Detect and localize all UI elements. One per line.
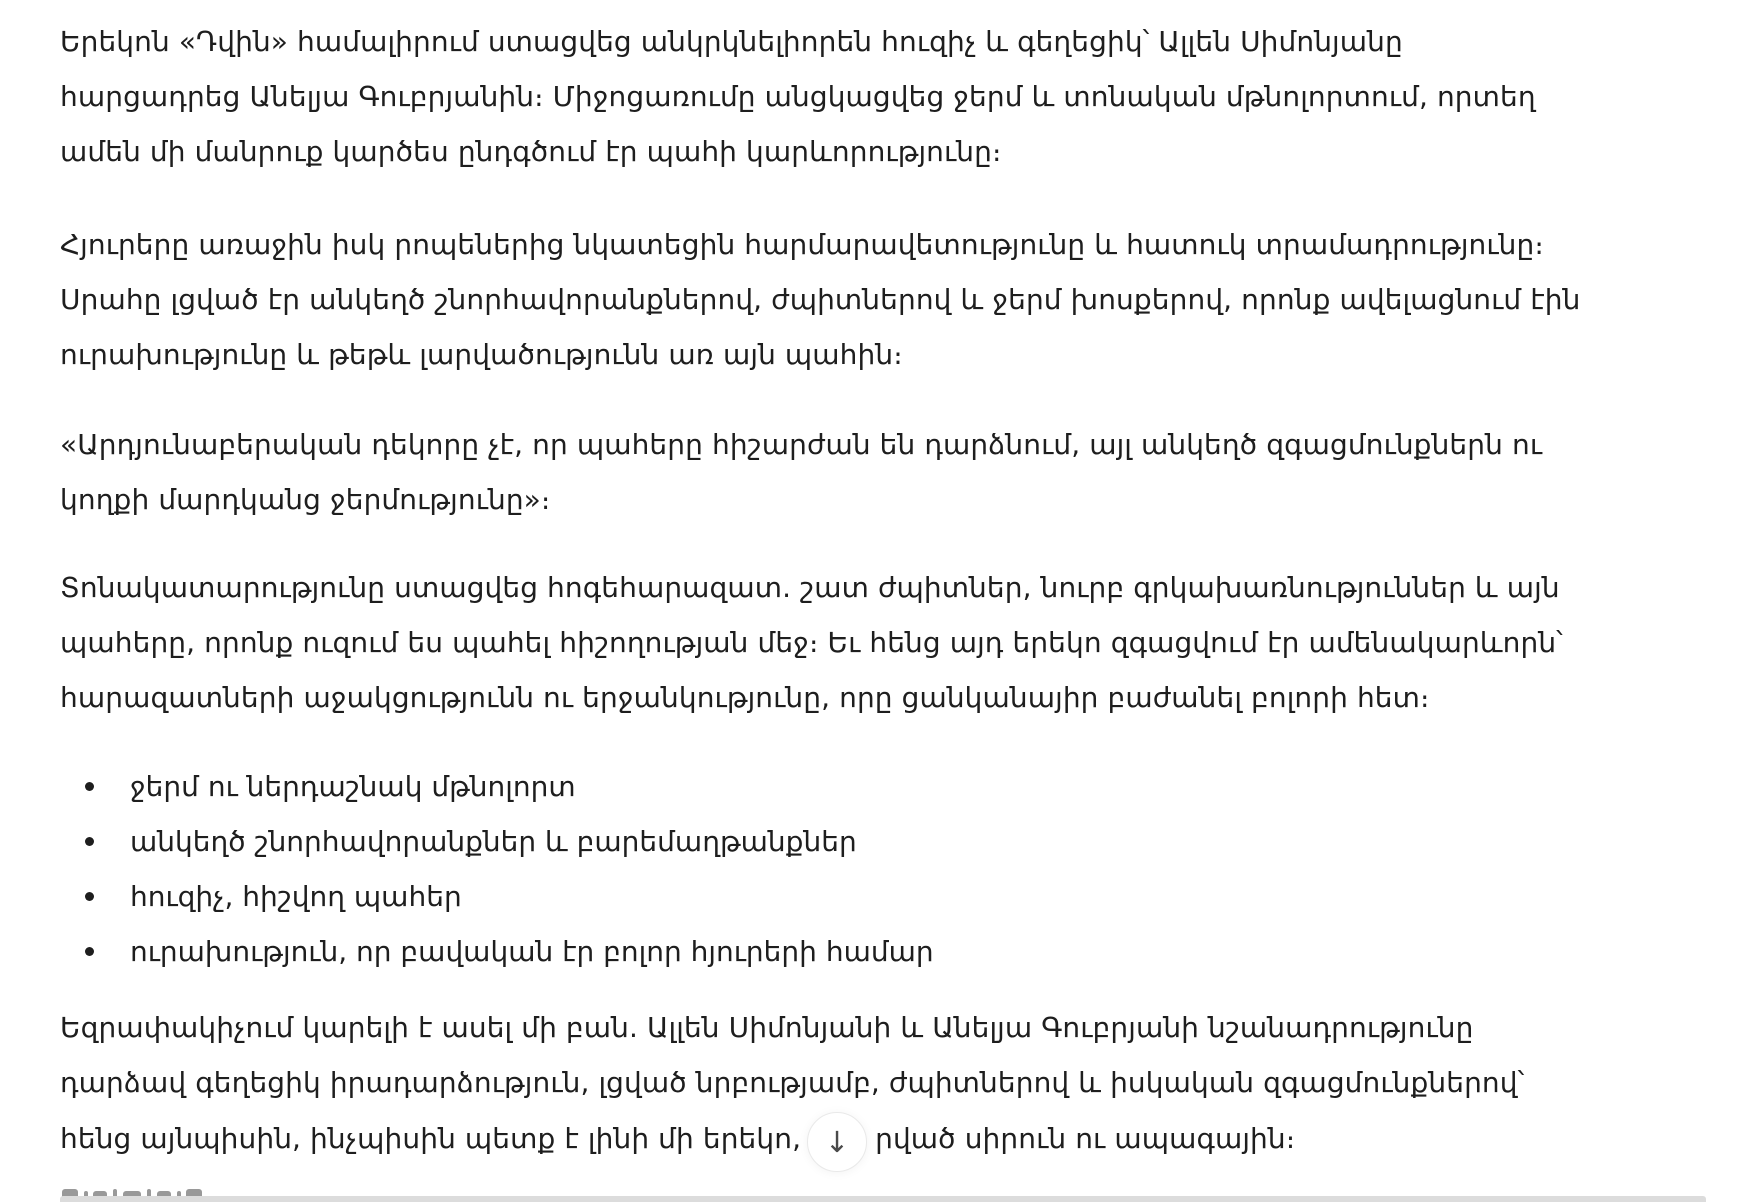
paragraph-guests <box>60 217 1580 382</box>
paragraph-celebration <box>60 560 1563 725</box>
text-segment: րված սիրուն ու ապագային։ <box>875 1122 1296 1155</box>
paragraph-quote <box>60 417 1542 527</box>
paragraph-closing <box>60 1000 1524 1170</box>
text-segment: հենց այնպիսին, ինչպիսին պետք է լինի մի երեկո, <box>60 1122 802 1155</box>
text-line: Տոնակատարությունը ստացվեց հոգեհարազատ. շատ ժպիտներ, նուրբ գրկախառնություններ և այն <box>60 571 1560 604</box>
text-line: Եզրափակիչում կարելի է ասել մի բան. Ալլեն Սիմոնյանի և Անելյա Գուբրյանի նշանադրությունը <box>60 1011 1474 1044</box>
list-item: հուզիչ, հիշվող պահեր <box>60 869 934 924</box>
bullet-list <box>60 759 934 979</box>
text-line: «Արդյունաբերական դեկորը չէ, որ պահերը հիշարժան են դարձնում, այլ անկեղծ զգացմունքներն ու <box>60 428 1543 461</box>
list-item: ուրախություն, որ բավական էր բոլոր հյուրերի համար <box>60 924 934 979</box>
text-line: Սրահը լցված էր անկեղծ շնորհավորանքներով, ժպիտներով և ջերմ խոսքերով, որոնք ավելացնում էին <box>60 283 1581 316</box>
text-line: կողքի մարդկանց ջերմությունը»։ <box>60 483 551 516</box>
paragraph-intro <box>60 14 1536 179</box>
list-item: անկեղծ շնորհավորանքներ և բարեմաղթանքներ <box>60 814 934 869</box>
scroll-down-button[interactable] <box>807 1112 867 1172</box>
text-line: Հյուրերը առաջին իսկ րոպեներից նկատեցին հարմարավետությունը և հատուկ տրամադրությունը։ <box>60 228 1544 261</box>
text-line: հարազատների աջակցությունն ու երջանկությունը, որը ցանկանայիր բաժանել բոլորի հետ։ <box>60 681 1430 714</box>
text-line: պահերը, որոնք ուզում ես պահել հիշողության մեջ։ Եւ հենց այդ երեկո զգացվում էր ամենակարևորն՝ <box>60 626 1563 659</box>
list-item: ջերմ ու ներդաշնակ մթնոլորտ <box>60 759 934 814</box>
text-line-with-button <box>60 1110 1524 1170</box>
text-line: ամեն մի մանրուք կարծես ընդգծում էր պահի կարևորությունը։ <box>60 135 1002 168</box>
text-line: հարցադրեց Անելյա Գուբրյանին։ Միջոցառումը անցկացվեց ջերմ և տոնական մթնոլորտում, որտեղ <box>60 80 1536 113</box>
clipped-divider-bar <box>60 1196 1706 1202</box>
text-line: Երեկոն «Դվին» համալիրում ստացվեց անկրկնելիորեն հուզիչ և գեղեցիկ՝ Ալլեն Սիմոնյանը <box>60 25 1403 58</box>
down-arrow-icon: ↓ <box>824 1124 850 1159</box>
text-line: դարձավ գեղեցիկ իրադարձություն, լցված նրբությամբ, ժպիտներով և իսկական զգացմունքներով՝ <box>60 1066 1525 1099</box>
text-line: ուրախությունը և թեթև լարվածությունն առ այն պահին։ <box>60 338 903 371</box>
